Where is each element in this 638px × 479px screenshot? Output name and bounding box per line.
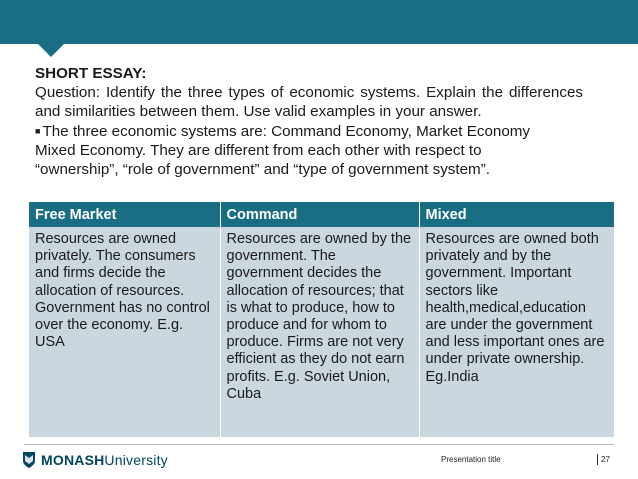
monash-logo [22,449,168,471]
cell-free-market: Resources are owned privately. The consumers and firms decide the allocation of resources. Government has no control over the economy. E.g. USA [29,227,220,437]
cell-command: Resources are owned by the government. The government decides the allocation of resources; that is what to produce, how to produce and for whom to produce. Firms are not very efficient as they do not earn profits. E.g. Soviet Union, Cuba [220,227,419,437]
cell-mixed: Resources are owned both privately and by the government. Important sectors like health,medical,education are under the government and less important ones are under private ownership. Eg.India [419,227,614,437]
table-row [29,227,614,437]
header-bar [0,0,638,44]
economic-systems-table [29,202,614,437]
essay-block [35,64,583,179]
essay-answer-line-3: “ownership”, “role of government” and “type of government system”. [35,161,490,179]
essay-heading: SHORT ESSAY: [35,65,147,82]
logo-word-monash: MONASH [41,452,105,468]
page-number-separator [597,454,598,465]
header-free-market: Free Market [29,202,220,227]
monash-crest-icon [22,451,36,469]
footer-divider [24,444,614,445]
logo-wordmark [41,452,168,468]
essay-answer-line-1 [35,122,583,141]
page-number: 27 [601,455,610,464]
logo-word-university: University [104,452,168,468]
header-mixed: Mixed [419,202,614,227]
header-command: Command [220,202,419,227]
presentation-title: Presentation title [441,455,501,464]
table-header-row [29,202,614,227]
square-bullet-icon: ■ [35,125,41,136]
essay-question: Question: Identify the three types of economic systems. Explain the differences and similarities between them. Use valid examples in your answer. [35,84,583,121]
header-notch [38,44,64,57]
answer-line-1-text: The three economic systems are: Command Economy, Market Economy [42,122,531,140]
essay-answer-line-2: Mixed Economy. They are different from each other with respect to [35,141,482,159]
